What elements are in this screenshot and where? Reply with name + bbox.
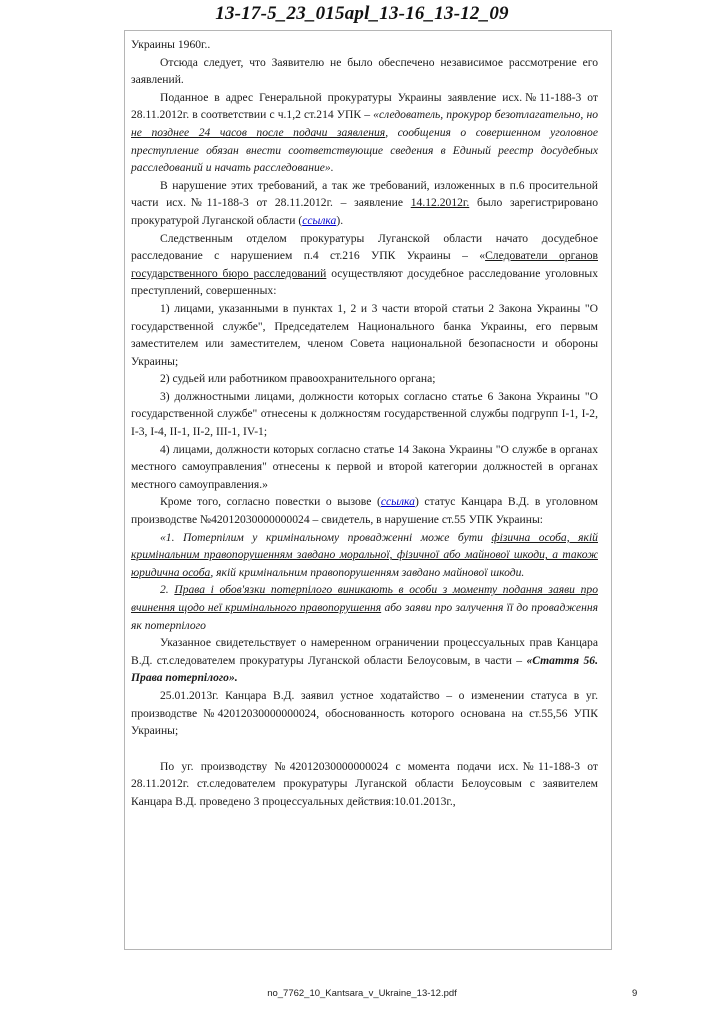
underlined-phrase: Следователи органов государственного бюро расследований bbox=[131, 249, 598, 280]
paragraph: Украины 1960г.. bbox=[131, 38, 211, 51]
paragraph bbox=[131, 493, 598, 528]
list-item: 4) лицами, должности которых согласно статье 14 Закона Украины "О службе в органах местного самоуправления" отнесены к первой и второй категории должностей в органах местного самоуправления.» bbox=[131, 442, 598, 491]
list-item: 3) должностными лицами, должности которых согласно статье 6 Закона Украины "О государственной службе" отнесены к должностям государственной службы подгрупп I-1, I-2, I-3, I-4, II-1, II-2, III-1, IV-1; bbox=[131, 389, 598, 439]
underlined-phrase: Права і обов'язки потерпілого виникають в особи з моменту подання заяви про вчинення щодо неї кримінального правопорушення bbox=[131, 583, 598, 614]
quoted-law-paragraph bbox=[131, 529, 598, 582]
text-run: ) статус Канцара В.Д. в уголовном производстве №42012030000000024 – свидетель, в нарушение ст.55 УПК Украины: bbox=[131, 495, 598, 527]
text-run: Кроме того, согласно повестки о вызове ( bbox=[160, 495, 381, 509]
italic-quote: , сообщения о совершенном уголовное преступление обязан внести соответствующие сведения в Единый реестр досудебных расследований и начать расследование». bbox=[131, 125, 598, 175]
paragraph bbox=[131, 634, 598, 687]
reference-link[interactable]: ссылка bbox=[380, 495, 415, 509]
text-run: «1. Потерпілим у кримінальному провадженні може бути bbox=[160, 530, 492, 544]
bold-article-title: «Стаття 56. Права потерпілого». bbox=[131, 653, 598, 685]
text-run: або заяви про залучення її до провадження як потерпілого bbox=[131, 601, 598, 632]
text-run: Поданное в адрес Генеральной прокуратуры Украины заявление исх.№11-188-3 от 28.11.2012г. в соответствии с ч.1,2 ст.214 УПК – bbox=[131, 90, 598, 122]
list-item: 1) лицами, указанными в пунктах 1, 2 и 3 части второй статьи 2 Закона Украины "О государственной службе", Председателем Национального банка Украины, его первым заместителем или заместителем, членом Совета национальной безопасности и обороны Украины; bbox=[131, 301, 598, 368]
text-run: 2. bbox=[160, 583, 175, 597]
paragraph: По уг. производству №42012030000000024 с момента подачи исх.№11-188-3 от 28.11.2012г. ст.следователем прокуратуры Луганской области Белоусовым с заявителем Канцара В.Д. проведено 3 процессуальных действия:10.01.2013г., bbox=[131, 759, 598, 808]
underlined-date: 14.12.2012г. bbox=[410, 196, 470, 210]
underlined-phrase: фізична особа, якій кримінальним правопорушенням завдано моральної, фізичної або майнової шкоди, а також юридична особа bbox=[131, 530, 598, 579]
text-run: Следственным отделом прокуратуры Луганской области начато досудебное расследование с нарушением п.4 ст.216 УПК Украины – « bbox=[131, 231, 598, 263]
underlined-quote: не позднее 24 часов после подачи заявления bbox=[131, 125, 386, 139]
footer-page-number: 9 bbox=[632, 988, 638, 999]
footer-filename: no_7762_10_Kantsara_v_Ukraine_13-12.pdf bbox=[267, 988, 457, 999]
document-body bbox=[131, 36, 598, 811]
reference-link[interactable]: ссылка bbox=[302, 213, 337, 227]
paragraph: Отсюда следует, что Заявителю не было обеспечено независимое рассмотрение его заявлений. bbox=[131, 55, 598, 87]
paragraph-gap bbox=[131, 740, 598, 758]
paragraph: 25.01.2013г. Канцара В.Д. заявил устное ходатайство – о изменении статуса в уг. производстве №42012030000000024, обоснованность которого основана на ст.55,56 УПК Украины; bbox=[131, 688, 598, 738]
text-run: ). bbox=[336, 213, 344, 227]
paragraph bbox=[131, 89, 598, 177]
text-run: В нарушение этих требований, а так же требований, изложенных в п.6 просительной части исх.№11-188-3 от 28.11.2012г. – заявление bbox=[131, 178, 598, 210]
text-run: было зарегистрировано прокуратурой Луганской области ( bbox=[131, 196, 598, 227]
italic-quote: «следователь, прокурор безотлагательно, но bbox=[373, 108, 598, 122]
text-run: Указанное свидетельствует о намеренном ограничении процессуальных прав Канцара В.Д. ст.следователем прокуратуры Луганской области Белоусовым, в части – bbox=[131, 636, 598, 667]
quoted-law-paragraph bbox=[131, 581, 598, 634]
text-run: , якій кримінальним правопорушенням завдано майнової шкоди. bbox=[210, 565, 525, 579]
text-run: осуществляют досудебное расследование уголовных преступлений, совершенных: bbox=[131, 266, 598, 298]
paragraph bbox=[131, 177, 598, 230]
paragraph bbox=[131, 230, 598, 300]
document-header-title: 13-17-5_23_015apl_13-16_13-12_09 bbox=[215, 3, 509, 24]
list-item: 2) судьей или работником правоохранительного органа; bbox=[160, 372, 436, 386]
